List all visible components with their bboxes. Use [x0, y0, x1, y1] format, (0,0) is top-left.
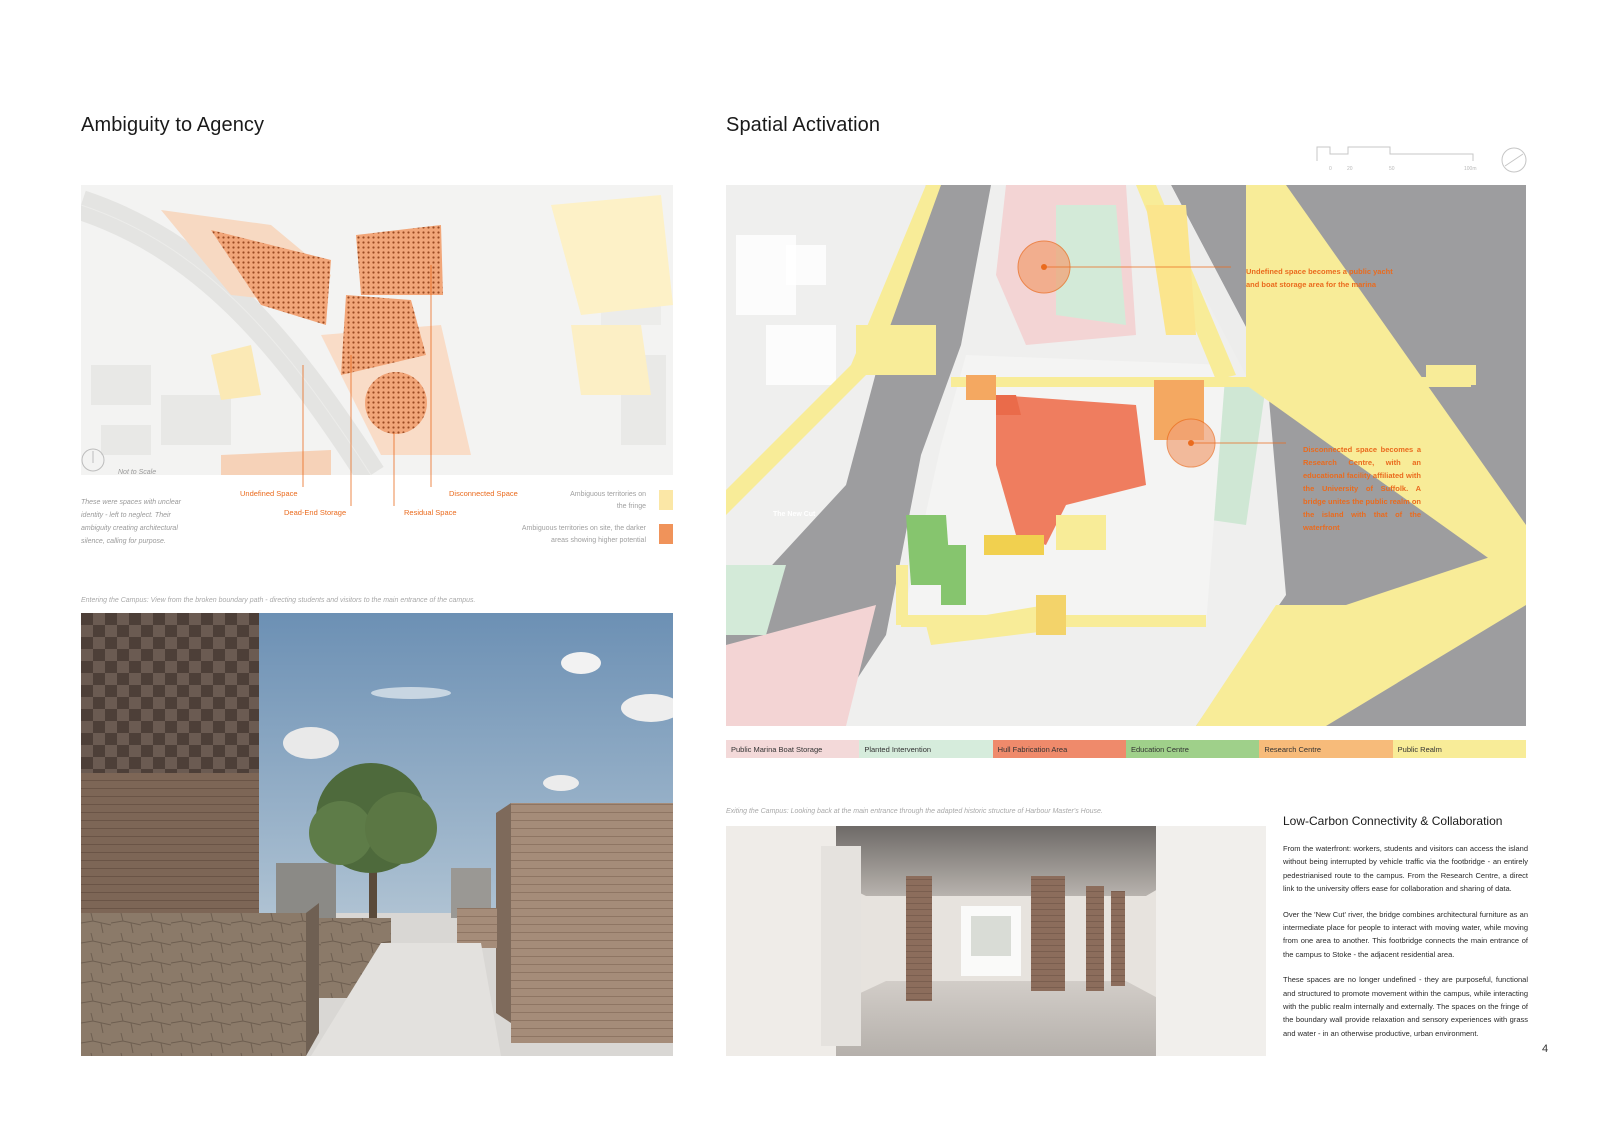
label-undefined-space: Undefined Space: [240, 489, 298, 498]
ambiguity-map-drawing: [81, 185, 673, 475]
legend-planted-intervention: Planted Intervention: [859, 740, 992, 758]
annotation-research-centre: Disconnected space becomes a Research Centre, with an educational facility affiliated with the University of Suffolk. A bridge unites the public realm on the island with that of the waterfront: [1303, 445, 1421, 532]
scale-tick-0: 0: [1329, 166, 1332, 172]
label-residual-space: Residual Space: [404, 508, 457, 517]
entering-campus-caption: Entering the Campus: View from the broken boundary path - directing students and visitors to the main entrance of the campus.: [81, 597, 476, 604]
scale-tick-3: 100m: [1464, 166, 1477, 172]
scale-tick-2: 50: [1389, 166, 1395, 172]
paragraph-2: Over the 'New Cut' river, the bridge combines architectural furniture as an intermediate place for people to interact with moving water, while moving from one area to another. This footbridge connects the main entrance of the campus to Stoke - the adjacent residential area.: [1283, 909, 1528, 959]
river-label-new-cut: The New Cut: [773, 511, 816, 518]
section-heading: Low-Carbon Connectivity & Collaboration: [1283, 814, 1503, 828]
scale-bar: [1316, 146, 1477, 176]
legend-public-marina-boat-storage: Public Marina Boat Storage: [726, 740, 859, 758]
scale-bar-drawing: [1316, 146, 1474, 162]
exiting-render-drawing: [726, 826, 1266, 1056]
key-onsite-swatch: [659, 524, 673, 544]
paragraph-3: These spaces are no longer undefined - they are purposeful, functional and structured to promote movement within the campus, while interacting with the public realm internally and externally. The spaces on the fringe of the boundary wall provide relaxation and sensory experiences with grass and water - in an otherwise productive, urban environment.: [1283, 975, 1528, 1038]
label-dead-end-storage: Dead-End Storage: [284, 508, 347, 517]
legend-public-realm: Public Realm: [1393, 740, 1526, 758]
paragraph-1: From the waterfront: workers, students and visitors can access the island without being interrupted by vehicle traffic via the footbridge - an entirely pedestrianised route to the campus. From the Research Centre, a direct link to the university offers ease for collaboration and sharing of data.: [1283, 844, 1528, 894]
annotation-marina-storage: Undefined space becomes a public yacht and boat storage area for the marina: [1246, 267, 1393, 289]
section-body: [1283, 842, 1528, 1052]
legend-hull-fabrication-area: Hull Fabrication Area: [993, 740, 1126, 758]
north-arrow-drawing: [1501, 147, 1527, 173]
spatial-activation-site-plan: [726, 185, 1526, 726]
label-disconnected-space: Disconnected Space: [449, 489, 518, 498]
exiting-campus-caption: Exiting the Campus: Looking back at the main entrance through the adapted historic structure of Harbour Master's House.: [726, 808, 1103, 815]
not-to-scale-note: Not to Scale: [118, 469, 157, 476]
ambiguity-description: These were spaces with unclear identity - left to neglect. Their ambiguity creating architectural silence, calling for purpose.: [81, 499, 181, 545]
key-fringe-text: Ambiguous territories on the fringe: [570, 491, 646, 510]
key-onsite-text: Ambiguous territories on site, the darker areas showing higher potential: [521, 525, 646, 544]
exiting-campus-render: [726, 826, 1266, 1056]
legend-education-centre: Education Centre: [1126, 740, 1259, 758]
right-page-title: Spatial Activation: [726, 114, 881, 136]
legend-research-centre: Research Centre: [1259, 740, 1392, 758]
left-page-title: Ambiguity to Agency: [81, 114, 265, 136]
ambiguity-site-map: [81, 185, 673, 475]
site-plan-legend: [726, 740, 1526, 758]
page-number: 4: [1542, 1043, 1549, 1055]
entering-render-drawing: [81, 613, 673, 1056]
scale-tick-1: 20: [1347, 166, 1353, 172]
north-arrow-icon: [1501, 147, 1527, 173]
entering-campus-render: [81, 613, 673, 1056]
key-fringe-swatch: [659, 490, 673, 510]
